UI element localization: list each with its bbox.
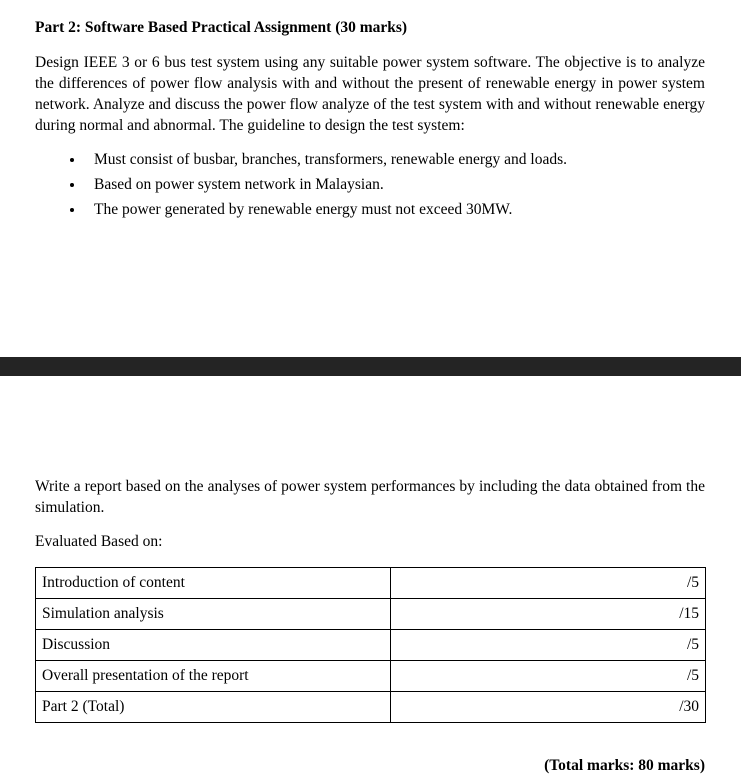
guideline-item: • Must consist of busbar, branches, transformers, renewable energy and loads.	[85, 149, 705, 170]
marks-cell: /30	[391, 692, 706, 723]
guideline-item: • The power generated by renewable energy must not exceed 30MW.	[85, 199, 705, 220]
report-paragraph: Write a report based on the analyses of power system performances by including the data obtained from the simulation.	[35, 478, 705, 516]
table-row	[36, 630, 706, 661]
marks-cell: /5	[391, 568, 706, 599]
total-marks: (Total marks: 80 marks)	[544, 757, 705, 774]
criterion-cell: Introduction of content	[36, 568, 391, 599]
page-two-content	[0, 376, 741, 776]
criterion-cell: Overall presentation of the report	[36, 661, 391, 692]
table-row	[36, 599, 706, 630]
guideline-item: • Based on power system network in Malaysian.	[85, 174, 705, 195]
guidelines-list	[35, 149, 705, 220]
page-one-content	[0, 0, 741, 220]
table-row	[36, 692, 706, 723]
table-row	[36, 661, 706, 692]
criterion-cell: Part 2 (Total)	[36, 692, 391, 723]
intro-paragraph: Design IEEE 3 or 6 bus test system using any suitable power system software. The objective is to analyze the differences of power flow analysis with and without the present of renewable energy in power system network. Analyze and discuss the power flow analyze of the test system with and without renewable energy during normal and abnormal. The guideline to design the test system:	[35, 54, 705, 134]
marks-cell: /15	[391, 599, 706, 630]
table-row	[36, 568, 706, 599]
section-heading: Part 2: Software Based Practical Assignment (30 marks)	[35, 19, 408, 36]
page-break-bar	[0, 357, 741, 376]
marks-cell: /5	[391, 661, 706, 692]
criterion-cell: Discussion	[36, 630, 391, 661]
criterion-cell: Simulation analysis	[36, 599, 391, 630]
evaluation-table	[35, 567, 706, 723]
marks-cell: /5	[391, 630, 706, 661]
evaluated-label: Evaluated Based on:	[35, 533, 163, 550]
